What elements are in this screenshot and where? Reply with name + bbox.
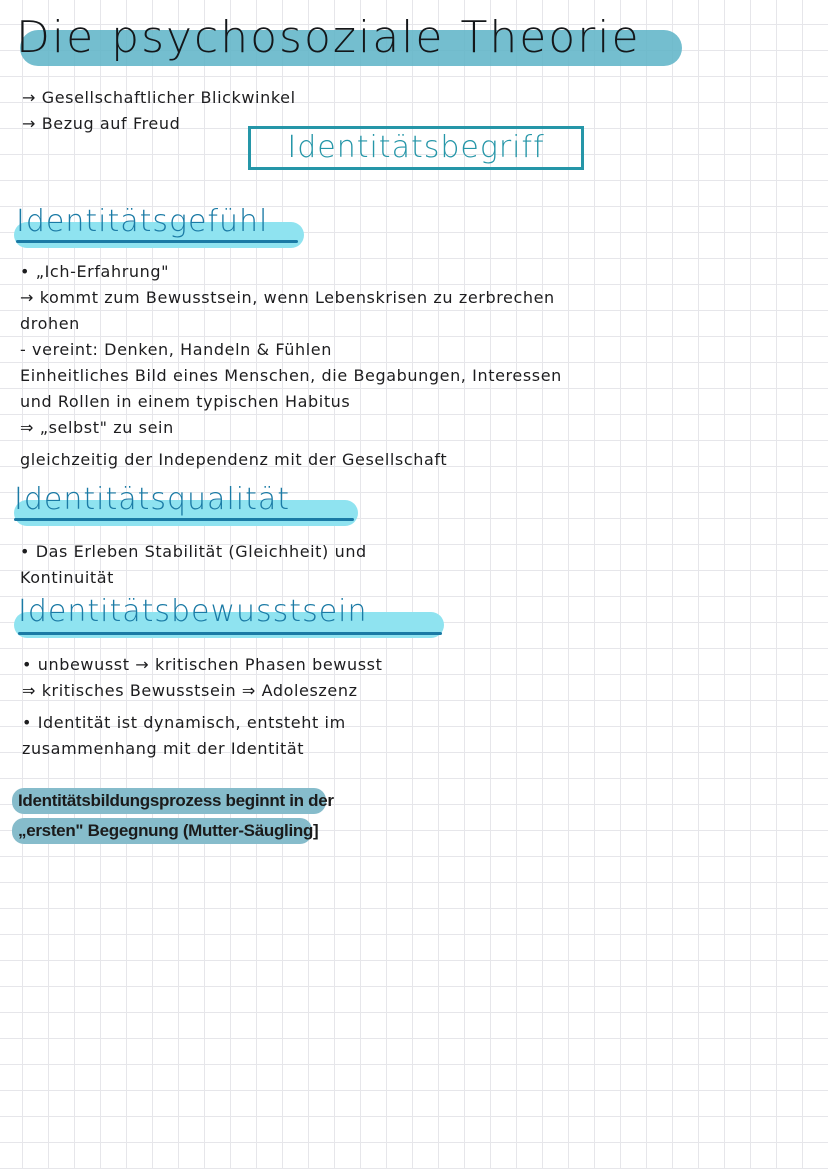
- text-line: drohen: [20, 314, 80, 333]
- page-title: Die psychosoziale Theorie: [16, 12, 641, 63]
- intro-line: → Bezug auf Freud: [22, 114, 181, 133]
- boxed-heading: Identitätsbegriff: [248, 126, 584, 170]
- text-line: • „Ich-Erfahrung": [20, 262, 170, 281]
- text-line: Einheitliches Bild eines Menschen, die Begabungen, Interessen: [20, 366, 562, 385]
- text-line: gleichzeitig der Independenz mit der Gesellschaft: [20, 450, 448, 469]
- note-line: „ersten" Begegnung (Mutter-Säugling]: [18, 821, 319, 840]
- text-line: ⇒ kritisches Bewusstsein ⇒ Adoleszenz: [22, 681, 358, 700]
- text-line: • Das Erleben Stabilität (Gleichheit) und: [20, 542, 367, 561]
- text-line: → kommt zum Bewusstsein, wenn Lebenskrisen zu zerbrechen: [20, 288, 555, 307]
- intro-line: → Gesellschaftlicher Blickwinkel: [22, 88, 296, 107]
- section-heading: Identitätsgefühl: [16, 204, 269, 239]
- text-line: zusammenhang mit der Identität: [22, 739, 305, 758]
- heading-underline: [18, 632, 442, 635]
- text-line: - vereint: Denken, Handeln & Fühlen: [20, 340, 332, 359]
- text-line: und Rollen in einem typischen Habitus: [20, 392, 351, 411]
- text-line: ⇒ „selbst" zu sein: [20, 418, 174, 437]
- section-heading: Identitätsbewusstsein: [18, 594, 368, 629]
- note-line: Identitätsbildungsprozess beginnt in der: [18, 791, 334, 810]
- text-line: • Identität ist dynamisch, entsteht im: [22, 713, 346, 732]
- heading-underline: [16, 240, 298, 243]
- section-heading: Identitätsqualität: [14, 482, 291, 517]
- text-line: Kontinuität: [20, 568, 115, 587]
- heading-underline: [14, 518, 354, 521]
- text-line: • unbewusst → kritischen Phasen bewusst: [22, 655, 383, 674]
